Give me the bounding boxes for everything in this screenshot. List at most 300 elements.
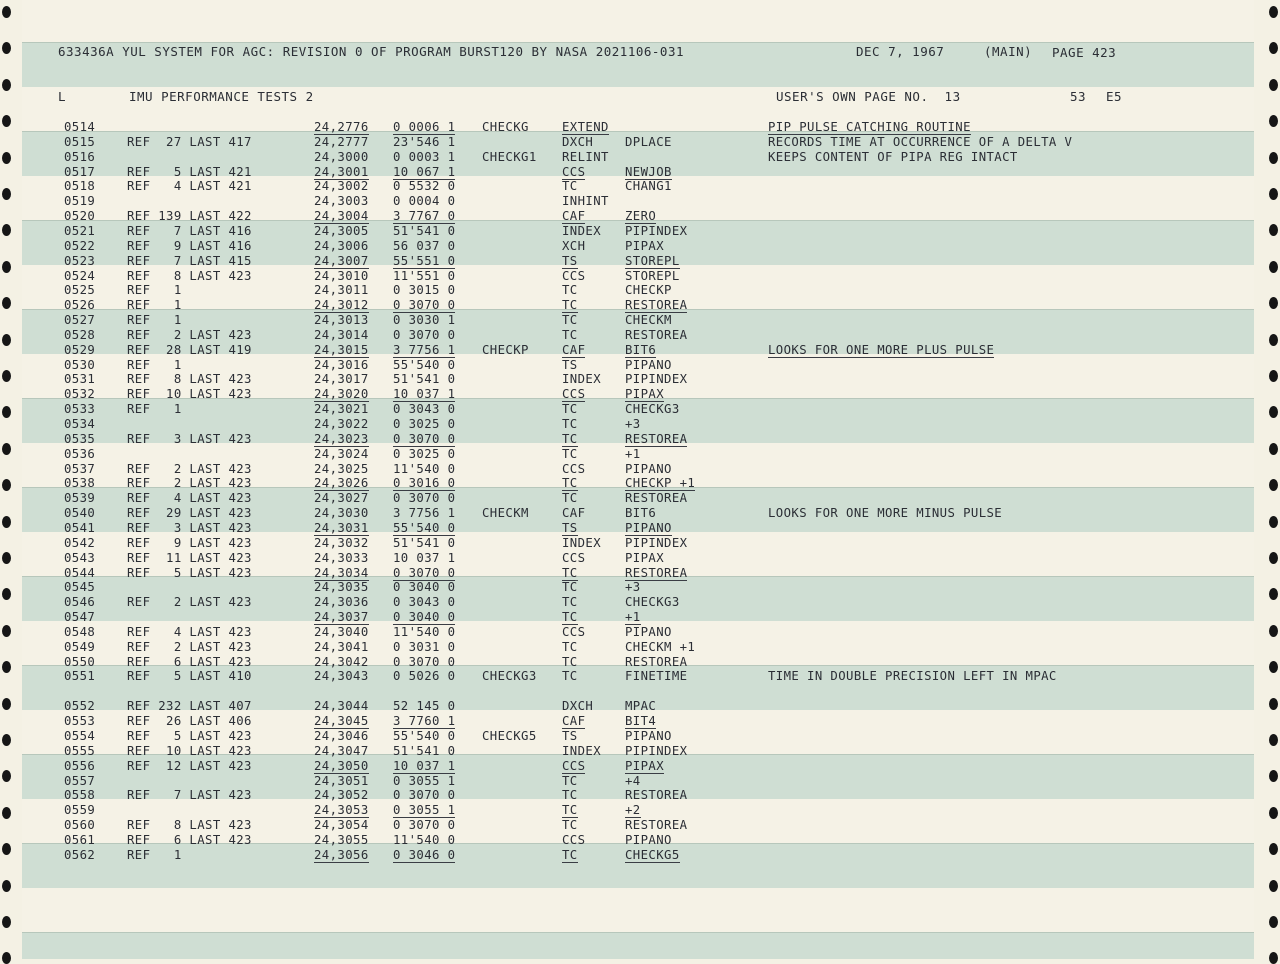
listing-row [22, 120, 1254, 135]
line-number: 0535 [64, 431, 96, 446]
operand: +1 [625, 610, 641, 624]
listing-row [22, 595, 1254, 610]
listing-row [22, 432, 1254, 447]
octal-word: 0 3016 0 [393, 476, 456, 491]
line-number: 0546 [64, 595, 96, 610]
reference: REF 4 LAST 421 [127, 179, 252, 194]
feed-hole-icon [1269, 698, 1278, 710]
line-number: 0537 [64, 461, 96, 476]
operand: BIT4 [625, 714, 657, 729]
feed-hole-icon [2, 516, 11, 528]
reference: REF 28 LAST 419 [127, 342, 252, 357]
octal-word: 3 7760 1 [393, 714, 456, 729]
line-number: 0542 [64, 535, 96, 550]
operand: PIPAX [625, 238, 665, 253]
address: 24,3036 [314, 595, 369, 610]
reference: REF 26 LAST 406 [127, 714, 252, 729]
opcode: TC [562, 595, 578, 610]
reference: REF 3 LAST 423 [127, 431, 252, 446]
address: 24,3037 [314, 610, 369, 624]
opcode: XCH [562, 238, 586, 253]
operand: CHECKM [625, 313, 672, 327]
reference: REF 2 LAST 423 [127, 595, 252, 610]
feed-hole-icon [1269, 479, 1278, 491]
octal-word: 0 3025 0 [393, 417, 456, 431]
line-number: 0558 [64, 788, 96, 803]
octal-word: 56 037 0 [393, 238, 456, 253]
listing-row [22, 491, 1254, 506]
listing-row [22, 150, 1254, 165]
feed-hole-icon [2, 188, 11, 200]
listing-row [22, 239, 1254, 254]
address: 24,3011 [314, 283, 369, 298]
operand: RESTOREA [625, 298, 688, 313]
listing-row [22, 729, 1254, 744]
feed-hole-icon [2, 6, 11, 18]
listing-row [22, 135, 1254, 150]
listing-row [22, 521, 1254, 536]
listing-row [22, 610, 1254, 625]
reference: REF 2 LAST 423 [127, 639, 252, 654]
operand: +4 [625, 773, 641, 788]
opcode: TS [562, 521, 578, 535]
octal-word: 11'551 0 [393, 268, 456, 283]
feed-hole-icon [2, 115, 11, 127]
listing-date: DEC 7, 1967 [856, 44, 945, 59]
feed-hole-icon [2, 479, 11, 491]
opcode: CCS [562, 461, 586, 476]
octal-word: 23'546 1 [393, 134, 456, 149]
line-number: 0552 [64, 699, 96, 714]
line-number: 0561 [64, 832, 96, 847]
operand: PIPINDEX [625, 535, 688, 550]
feed-hole-icon [1269, 443, 1278, 455]
feed-hole-icon [2, 770, 11, 782]
reference: REF 232 LAST 407 [127, 699, 252, 714]
line-number: 0547 [64, 610, 96, 624]
opcode: TC [562, 654, 578, 669]
address: 24,3052 [314, 788, 369, 803]
octal-word: 0 3070 0 [393, 491, 456, 506]
octal-word: 55'540 0 [393, 521, 456, 535]
octal-word: 10 037 1 [393, 387, 456, 402]
line-number: 0554 [64, 729, 96, 743]
opcode: TC [562, 283, 578, 298]
line-number: 0544 [64, 565, 96, 580]
listing-row [22, 714, 1254, 729]
address: 24,3031 [314, 521, 369, 535]
address: 24,3030 [314, 506, 369, 521]
line-number: 0527 [64, 313, 96, 327]
reference: REF 8 LAST 423 [127, 818, 252, 833]
reference: REF 2 LAST 423 [127, 461, 252, 476]
address: 24,3016 [314, 357, 369, 372]
listing-row [22, 447, 1254, 462]
octal-word: 0 3055 1 [393, 803, 456, 818]
operand: STOREPL [625, 268, 680, 283]
octal-word: 51'541 0 [393, 535, 456, 550]
opcode: TC [562, 417, 578, 431]
feed-hole-icon [1269, 516, 1278, 528]
reference: REF 1 [127, 298, 182, 313]
octal-word: 0 3070 0 [393, 818, 456, 833]
listing-row [22, 536, 1254, 551]
feed-hole-icon [1269, 261, 1278, 273]
address: 24,3000 [314, 149, 369, 164]
line-number: 0538 [64, 476, 96, 491]
octal-word: 0 0006 1 [393, 120, 456, 134]
reference: REF 8 LAST 423 [127, 268, 252, 283]
address: 24,3042 [314, 654, 369, 669]
listing-row [22, 209, 1254, 224]
users-page-label: USER'S OWN PAGE NO. 13 [776, 89, 961, 104]
opcode: DXCH [562, 134, 594, 149]
line-number: 0553 [64, 714, 96, 729]
listing-code-b: E5 [1106, 89, 1123, 104]
line-number: 0549 [64, 639, 96, 654]
octal-word: 52 145 0 [393, 699, 456, 714]
feed-hole-icon [1269, 552, 1278, 564]
operand: MPAC [625, 699, 657, 714]
reference: REF 5 LAST 410 [127, 669, 252, 684]
reference: REF 2 LAST 423 [127, 476, 252, 491]
listing-row [22, 818, 1254, 833]
address: 24,3032 [314, 535, 369, 550]
operand: RESTOREA [625, 327, 688, 342]
listing-row [22, 640, 1254, 655]
operand: BIT6 [625, 342, 657, 357]
line-number: 0515 [64, 134, 96, 149]
feed-hole-icon [2, 880, 11, 892]
reference: REF 6 LAST 423 [127, 654, 252, 669]
address: 24,3007 [314, 253, 369, 268]
operand: PIPANO [625, 521, 672, 535]
comment: RECORDS TIME AT OCCURRENCE OF A DELTA V [768, 134, 1073, 149]
address: 24,3040 [314, 624, 369, 639]
operand: RESTOREA [625, 431, 688, 446]
line-number: 0562 [64, 847, 96, 862]
listing-row [22, 788, 1254, 803]
feed-hole-icon [1269, 334, 1278, 346]
operand: FINETIME [625, 669, 688, 684]
listing-row [22, 462, 1254, 477]
address: 24,3046 [314, 729, 369, 743]
reference: REF 1 [127, 402, 182, 417]
feed-hole-icon [2, 588, 11, 600]
address: 24,3022 [314, 417, 369, 431]
listing-row [22, 417, 1254, 432]
line-number: 0556 [64, 758, 96, 773]
opcode: CCS [562, 550, 586, 565]
listing-marker: L [58, 89, 67, 104]
feed-hole-icon [1269, 588, 1278, 600]
address: 24,3034 [314, 565, 369, 580]
line-number: 0517 [64, 164, 96, 179]
reference: REF 4 LAST 423 [127, 491, 252, 506]
line-number: 0536 [64, 446, 96, 461]
opcode: TC [562, 580, 578, 595]
opcode: TC [562, 639, 578, 654]
address: 24,3021 [314, 402, 369, 417]
line-number: 0539 [64, 491, 96, 506]
comment: LOOKS FOR ONE MORE MINUS PULSE [768, 506, 1003, 521]
octal-word: 0 0004 0 [393, 194, 456, 209]
listing-row [22, 551, 1254, 566]
opcode: TS [562, 357, 578, 372]
reference: REF 2 LAST 423 [127, 327, 252, 342]
opcode: TS [562, 729, 578, 743]
listing-row [22, 803, 1254, 818]
feed-hole-icon [1269, 115, 1278, 127]
octal-word: 0 3040 0 [393, 580, 456, 595]
octal-word: 55'540 0 [393, 357, 456, 372]
listing-row [22, 744, 1254, 759]
octal-word: 0 5532 0 [393, 179, 456, 194]
operand: ZERO [625, 209, 657, 224]
address: 24,3002 [314, 179, 369, 194]
reference: REF 10 LAST 423 [127, 387, 252, 402]
feed-hole-icon [2, 370, 11, 382]
feed-hole-icon [1269, 770, 1278, 782]
line-number: 0518 [64, 179, 96, 194]
feed-hole-icon [1269, 152, 1278, 164]
feed-hole-icon [2, 42, 11, 54]
line-number: 0520 [64, 209, 96, 224]
address: 24,3013 [314, 313, 369, 327]
feed-hole-icon [1269, 79, 1278, 91]
address: 24,3044 [314, 699, 369, 714]
reference: REF 7 LAST 416 [127, 223, 252, 238]
octal-word: 51'541 0 [393, 743, 456, 758]
operand: +3 [625, 417, 641, 431]
comment: KEEPS CONTENT OF PIPA REG INTACT [768, 149, 1018, 164]
printout-page [22, 0, 1254, 959]
opcode: TC [562, 788, 578, 803]
listing-row [22, 566, 1254, 581]
address: 24,3026 [314, 476, 369, 491]
symbol-label: CHECKG3 [482, 669, 537, 684]
address: 24,3004 [314, 209, 369, 224]
feed-hole-icon [1269, 406, 1278, 418]
address: 24,3003 [314, 194, 369, 209]
octal-word: 10 067 1 [393, 164, 456, 179]
feed-hole-icon [1269, 188, 1278, 200]
opcode: TC [562, 773, 578, 788]
operand: PIPANO [625, 357, 672, 372]
opcode: TC [562, 431, 578, 446]
listing-row [22, 774, 1254, 789]
opcode: INDEX [562, 223, 602, 238]
operand: RESTOREA [625, 818, 688, 833]
address: 24,3023 [314, 431, 369, 446]
symbol-label: CHECKG5 [482, 729, 537, 743]
octal-word: 0 3043 0 [393, 595, 456, 610]
octal-word: 0 3043 0 [393, 402, 456, 417]
operand: PIPAX [625, 758, 665, 773]
opcode: TC [562, 476, 578, 491]
feed-hole-icon [1269, 6, 1278, 18]
address: 24,3010 [314, 268, 369, 283]
octal-word: 0 3015 0 [393, 283, 456, 298]
line-number: 0534 [64, 417, 96, 431]
comment: LOOKS FOR ONE MORE PLUS PULSE [768, 342, 995, 357]
line-number: 0514 [64, 120, 96, 134]
operand: BIT6 [625, 506, 657, 521]
octal-word: 51'541 0 [393, 223, 456, 238]
line-number: 0559 [64, 803, 96, 818]
listing-row [22, 194, 1254, 209]
line-number: 0532 [64, 387, 96, 402]
reference: REF 12 LAST 423 [127, 758, 252, 773]
operand: CHECKP [625, 283, 672, 298]
address: 24,3006 [314, 238, 369, 253]
operand: +3 [625, 580, 641, 595]
opcode: INDEX [562, 372, 602, 387]
operand: PIPANO [625, 729, 672, 743]
feed-hole-icon [2, 661, 11, 673]
address: 24,3054 [314, 818, 369, 833]
line-number: 0522 [64, 238, 96, 253]
octal-word: 0 3025 0 [393, 446, 456, 461]
address: 24,3050 [314, 758, 369, 773]
line-number: 0530 [64, 357, 96, 372]
address: 24,3001 [314, 164, 369, 179]
opcode: TC [562, 847, 578, 862]
opcode: TC [562, 803, 578, 818]
operand: PIPAX [625, 387, 665, 402]
feed-hole-icon [2, 952, 11, 964]
opcode: TC [562, 327, 578, 342]
listing-row [22, 283, 1254, 298]
reference: REF 5 LAST 423 [127, 565, 252, 580]
listing-row [22, 328, 1254, 343]
listing-title: 633436A YUL SYSTEM FOR AGC: REVISION 0 OF PROGRAM BURST120 BY NASA 2021106-031 [58, 44, 684, 59]
operand: PIPINDEX [625, 372, 688, 387]
opcode: CCS [562, 387, 586, 402]
octal-word: 0 3070 0 [393, 431, 456, 446]
listing-row [22, 358, 1254, 373]
address: 24,3051 [314, 773, 369, 788]
octal-word: 55'551 0 [393, 253, 456, 268]
octal-word: 11'540 0 [393, 624, 456, 639]
listing-row [22, 833, 1254, 848]
reference: REF 11 LAST 423 [127, 550, 252, 565]
feed-hole-icon [2, 261, 11, 273]
listing-row [22, 387, 1254, 402]
reference: REF 3 LAST 423 [127, 521, 252, 535]
octal-word: 0 3040 0 [393, 610, 456, 624]
octal-word: 0 3070 0 [393, 654, 456, 669]
feed-hole-icon [2, 843, 11, 855]
symbol-label: CHECKG1 [482, 149, 537, 164]
octal-word: 3 7767 0 [393, 209, 456, 224]
feed-hole-icon [1269, 880, 1278, 892]
feed-hole-icon [1269, 42, 1278, 54]
feed-hole-icon [2, 334, 11, 346]
operand: CHECKP +1 [625, 476, 696, 491]
reference: REF 29 LAST 423 [127, 506, 252, 521]
opcode: TC [562, 491, 578, 506]
address: 24,3053 [314, 803, 369, 818]
line-number: 0548 [64, 624, 96, 639]
listing-row [22, 254, 1254, 269]
line-number: 0545 [64, 580, 96, 595]
line-number: 0516 [64, 149, 96, 164]
operand: NEWJOB [625, 164, 672, 179]
line-number: 0555 [64, 743, 96, 758]
opcode: CAF [562, 209, 586, 224]
reference: REF 6 LAST 423 [127, 832, 252, 847]
opcode: CAF [562, 714, 586, 729]
reference: REF 7 LAST 423 [127, 788, 252, 803]
opcode: INDEX [562, 743, 602, 758]
feed-hole-icon [2, 698, 11, 710]
operand: CHECKM +1 [625, 639, 696, 654]
listing-row [22, 372, 1254, 387]
operand: PIPINDEX [625, 223, 688, 238]
listing-row [22, 625, 1254, 640]
operand: DPLACE [625, 134, 672, 149]
address: 24,3043 [314, 669, 369, 684]
octal-word: 0 3070 0 [393, 298, 456, 313]
reference: REF 1 [127, 357, 182, 372]
reference: REF 27 LAST 417 [127, 134, 252, 149]
opcode: TC [562, 610, 578, 624]
octal-word: 0 3046 0 [393, 847, 456, 862]
octal-word: 0 3070 0 [393, 565, 456, 580]
listing-row [22, 179, 1254, 194]
listing-row [22, 343, 1254, 358]
opcode: TS [562, 253, 578, 268]
address: 24,3035 [314, 580, 369, 595]
listing-row [22, 699, 1254, 714]
address: 24,3025 [314, 461, 369, 476]
feed-hole-icon [1269, 807, 1278, 819]
opcode: TC [562, 313, 578, 327]
address: 24,3017 [314, 372, 369, 387]
listing-row [22, 848, 1254, 863]
address: 24,3045 [314, 714, 369, 729]
address: 24,3012 [314, 298, 369, 313]
feed-hole-icon [2, 152, 11, 164]
listing-row [22, 506, 1254, 521]
octal-word: 0 3055 1 [393, 773, 456, 788]
feed-hole-icon [2, 807, 11, 819]
line-number: 0560 [64, 818, 96, 833]
octal-word: 11'540 0 [393, 832, 456, 847]
feed-hole-icon [2, 297, 11, 309]
feed-hole-icon [2, 224, 11, 236]
operand: RESTOREA [625, 788, 688, 803]
feed-hole-icon [1269, 843, 1278, 855]
address: 24,3020 [314, 387, 369, 402]
listing-section: (MAIN) [984, 44, 1033, 59]
feed-hole-icon [2, 916, 11, 928]
opcode: INHINT [562, 194, 609, 209]
reference: REF 4 LAST 423 [127, 624, 252, 639]
feed-hole-icon [2, 625, 11, 637]
listing-row [22, 476, 1254, 491]
listing-row [22, 402, 1254, 417]
reference: REF 1 [127, 313, 182, 327]
listing-row [22, 580, 1254, 595]
reference: REF 1 [127, 847, 182, 862]
symbol-label: CHECKG [482, 120, 529, 134]
opcode: CCS [562, 164, 586, 179]
operand: RESTOREA [625, 491, 688, 506]
line-number: 0551 [64, 669, 96, 684]
listing-row [22, 269, 1254, 284]
